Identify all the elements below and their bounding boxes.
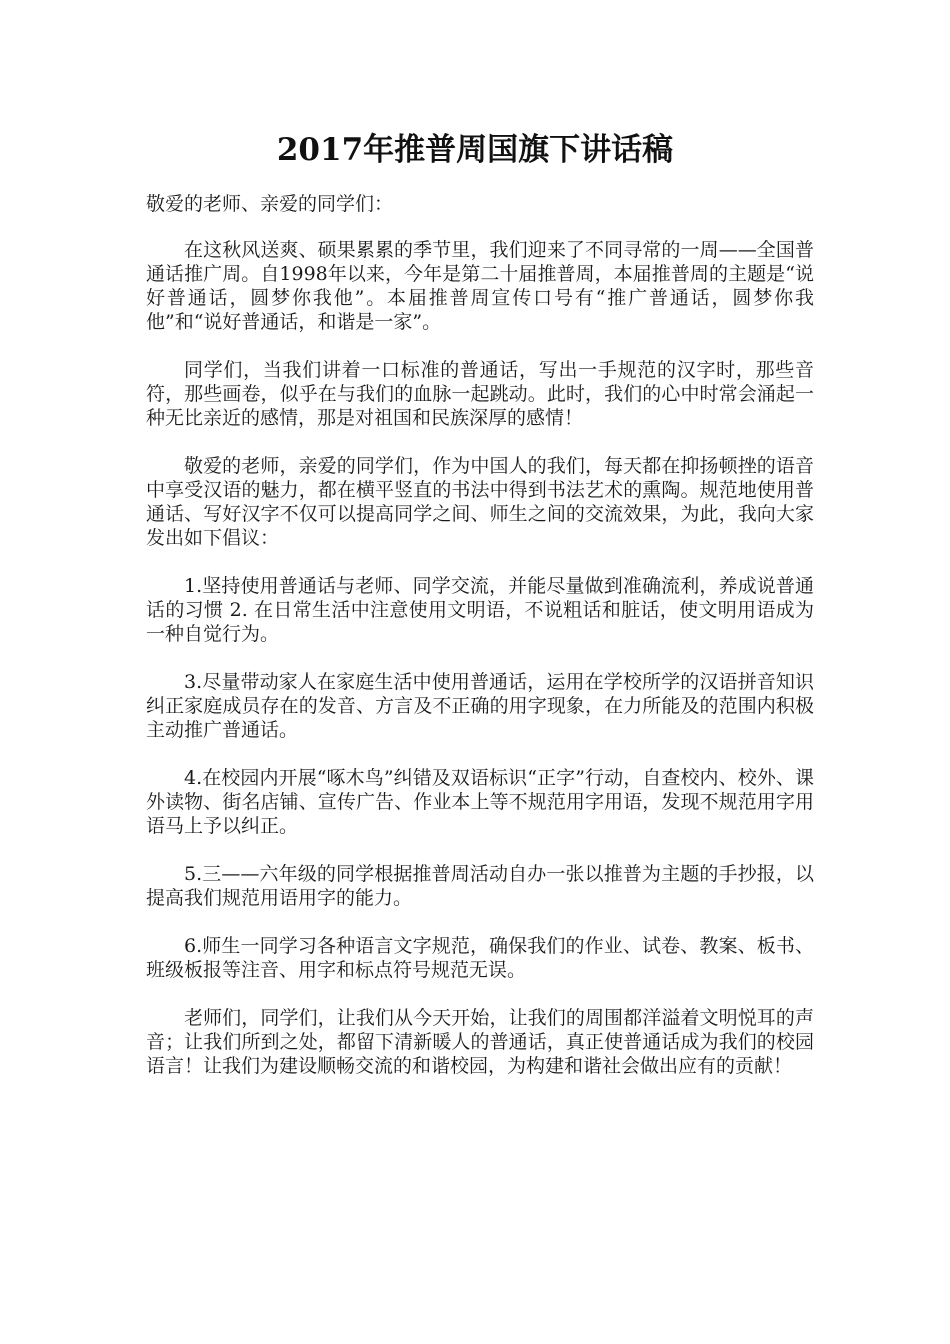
paragraph-intro: 在这秋风送爽、硕果累累的季节里，我们迎来了不同寻常的一周——全国普通话推广周。自1998年以来，今年是第二十届推普周，本届推普周的主题是“说好普通话，圆梦你我他”。本届推普周宣传口号有“推广普通话，圆梦你我他”和“说好普通话，和谐是一家”。 (146, 239, 814, 333)
document-body (146, 192, 814, 1078)
document-title: 2017年推普周国旗下讲话稿 (276, 132, 674, 168)
proposal-item-6: 6.师生一同学习各种语言文字规范，确保我们的作业、试卷、教案、板书、班级板报等注音、用字和标点符号规范无误。 (146, 935, 814, 981)
paragraph-feeling: 同学们，当我们讲着一口标准的普通话，写出一手规范的汉字时，那些音符，那些画卷，似乎在与我们的血脉一起跳动。此时，我们的心中时常会涌起一种无比亲近的感情，那是对祖国和民族深厚的感情！ (146, 359, 814, 429)
proposal-item-5: 5.三——六年级的同学根据推普周活动自办一张以推普为主题的手抄报，以提高我们规范用语用字的能力。 (146, 863, 814, 909)
proposal-item-3: 3.尽量带动家人在家庭生活中使用普通话，运用在学校所学的汉语拼音知识纠正家庭成员存在的发音、方言及不正确的用字现象，在力所能及的范围内积极主动推广普通话。 (146, 671, 814, 741)
paragraph-closing: 老师们，同学们，让我们从今天开始，让我们的周围都洋溢着文明悦耳的声音；让我们所到之处，都留下清新暖人的普通话，真正使普通话成为我们的校园语言！让我们为建设顺畅交流的和谐校园，为构建和谐社会做出应有的贡献！ (146, 1007, 814, 1077)
proposal-item-4: 4.在校园内开展“啄木鸟”纠错及双语标识“正字”行动，自查校内、校外、课外读物、街名店铺、宣传广告、作业本上等不规范用字用语，发现不规范用字用语马上予以纠正。 (146, 767, 814, 837)
paragraph-proposal: 敬爱的老师，亲爱的同学们，作为中国人的我们，每天都在抑扬顿挫的语音中享受汉语的魅力，都在横平竖直的书法中得到书法艺术的熏陶。规范地使用普通话、写好汉字不仅可以提高同学之间、师生之间的交流效果，为此，我向大家发出如下倡议： (146, 455, 814, 549)
proposal-item-1-2: 1.坚持使用普通话与老师、同学交流，并能尽量做到准确流利，养成说普通话的习惯 2. 在日常生活中注意使用文明语，不说粗话和脏话，使文明用语成为一种自觉行为。 (146, 575, 814, 645)
salutation: 敬爱的老师、亲爱的同学们： (146, 193, 394, 215)
